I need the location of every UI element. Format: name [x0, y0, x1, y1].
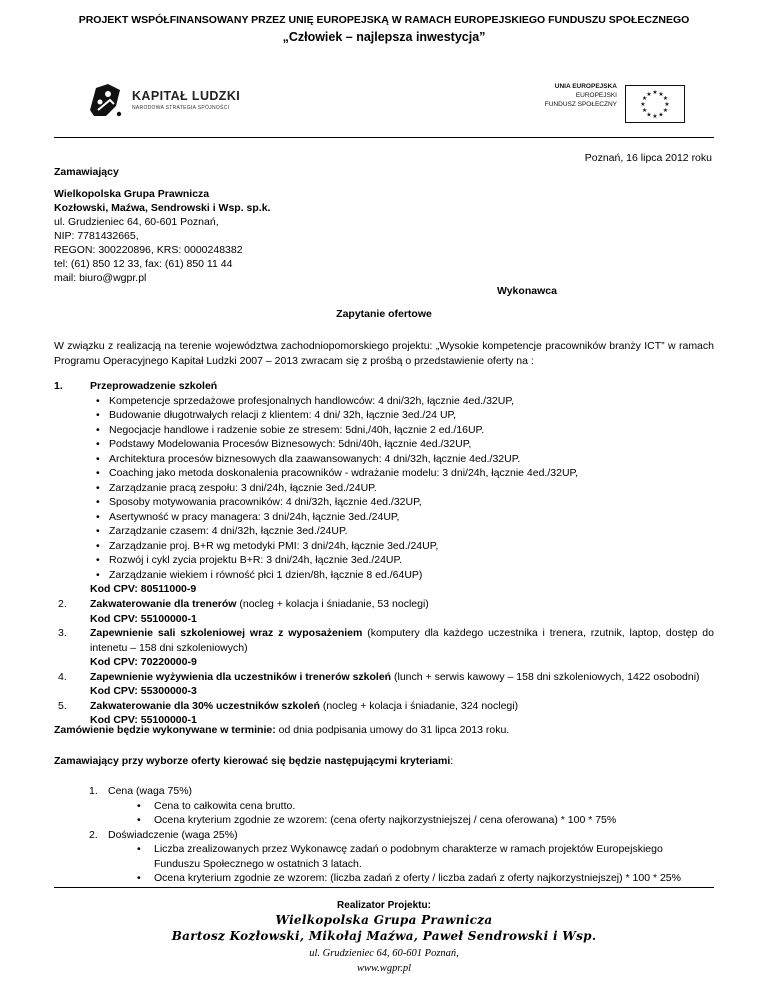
header-cofinancing-line: PROJEKT WSPÓŁFINANSOWANY PRZEZ UNIĘ EUROPEJSKĄ W RAMACH EUROPEJSKIEGO FUNDUSZU SPOŁECZNEGO: [78, 14, 690, 26]
list-item: [54, 699, 714, 714]
header-divider: [54, 137, 714, 138]
item-number: 2.: [58, 597, 67, 610]
item-title: Zakwaterowanie dla trenerów: [90, 597, 237, 610]
eu-logo-line1: UNIA EUROPEJSKA: [554, 83, 617, 90]
list-item: [54, 626, 714, 655]
item-number: 3.: [58, 627, 67, 640]
criteria-label: Zamawiający przy wyborze oferty kierować się będzie następującymi kryteriami: [54, 755, 451, 767]
footer-company: Wielkopolska Grupa Prawnicza: [275, 913, 493, 927]
training-item: • Negocjacje handlowe i radzenie sobie ze stresem: 5dni,/40h, łącznie 2 ed./16UP.: [54, 423, 714, 438]
buyer-name-2: Kozłowski, Maźwa, Sendrowski i Wsp. sp.k.: [54, 202, 271, 215]
list-item: [54, 379, 714, 394]
eu-star-icon: ★: [664, 102, 670, 109]
eu-logo-line3: FUNDUSZ SPOŁECZNY: [544, 100, 617, 108]
eu-logo-line2: EUROPEJSKI: [575, 91, 617, 99]
item-title: Zapewnienie sali szkoleniowej wraz z wyposażeniem: [90, 627, 363, 640]
training-item: • Coaching jako metoda doskonalenia pracowników - wdrażanie modelu: 3 dni/24h, łącznie 4ed./32UP,: [54, 466, 714, 481]
criteria-bullet: • Ocena kryterium zgodnie ze wzorem: (cena oferty najkorzystniejszej / cena oferowana) * 100 * 75%: [54, 813, 714, 828]
eu-star-icon: ★: [641, 96, 648, 103]
criteria-list: [54, 784, 714, 886]
criteria-bullet-continuation: Funduszu Społecznego w ostatnich 3 latach.: [154, 857, 362, 870]
eu-star-icon: ★: [658, 91, 664, 98]
header-slogan: „Człowiek – najlepsza inwestycja”: [282, 30, 486, 44]
term-label: Zamówienie będzie wykonywane w terminie:: [54, 724, 276, 736]
eu-star-icon: ★: [646, 91, 652, 98]
training-item: • Kompetencje sprzedażowe profesjonalnych handlowców: 4 dni/32h, łącznie 4ed./32UP,: [54, 394, 714, 409]
training-item: • Architektura procesów biznesowych dla zaawansowanych: 4 dni/32h, łącznie 4ed./32UP.: [54, 452, 714, 467]
cpv-code: Kod CPV: 55300000-3: [90, 685, 197, 698]
kapital-ludzki-logo: [86, 80, 266, 120]
training-item: • Budowanie długotrwałych relacji z klientem: 4 dni/ 32h, łącznie 3ed./24 UP,: [54, 408, 714, 423]
eu-star-icon: ★: [641, 108, 648, 115]
item-detail: (komputery dla każdego uczestnika i trenera, rzutnik, laptop, dostęp do intenetu – 158 dni szkoleniowych): [90, 627, 714, 654]
training-item: • Podstawy Modelowania Procesów Biznesowych: 5dni/40h, łącznie 4ed./32UP,: [54, 437, 714, 452]
document-title: Zapytanie ofertowe: [336, 308, 432, 320]
eu-star-icon: ★: [652, 114, 658, 121]
criteria-title: Cena (waga 75%): [108, 785, 193, 797]
kapital-ludzki-emblem-icon: [86, 80, 124, 120]
criteria-title: Doświadczenie (waga 25%): [108, 828, 238, 841]
intro-paragraph: W związku z realizacją na terenie województwa zachodniopomorskiego projektu: „Wysokie kompetencje pracowników branży ICT” w ramach Programu Operacyjnego Kapitał Ludzki 2007 – 2013 zwracam się z prośbą o przedstawienie oferty na :: [54, 340, 714, 367]
order-items-list: [54, 379, 714, 728]
document-date: Poznań, 16 lipca 2012 roku: [584, 152, 712, 164]
list-item: [54, 597, 714, 612]
cpv-code: Kod CPV: 55100000-1: [90, 612, 197, 625]
eu-star-icon: ★: [662, 108, 669, 115]
eu-star-icon: ★: [652, 90, 658, 97]
item-number: 5.: [58, 699, 67, 712]
eu-star-icon: ★: [646, 112, 652, 119]
criteria-number: 2.: [89, 828, 98, 841]
footer-label: Realizator Projektu:: [337, 900, 431, 911]
item-title: Zakwaterowanie dla 30% uczestników szkoleń: [90, 699, 320, 712]
training-item: • Sposoby motywowania pracowników: 4 dni/32h, łącznie 4ed./32UP,: [54, 495, 714, 510]
buyer-phone: tel: (61) 850 12 33, fax: (61) 850 11 44: [54, 258, 233, 271]
cpv-code: Kod CPV: 80511000-9: [90, 583, 197, 596]
term-value: od dnia podpisania umowy do 31 lipca 2013 roku.: [275, 724, 510, 736]
item-detail: (lunch + serwis kawowy – 158 dni szkoleniowych, 1422 osobodni): [391, 670, 700, 683]
cpv-code: Kod CPV: 55100000-1: [90, 714, 197, 727]
item-number: 4.: [58, 670, 67, 683]
eu-logo-text: [545, 83, 617, 109]
kapital-ludzki-title: KAPITAŁ LUDZKI: [132, 89, 241, 103]
criteria-item: [54, 784, 714, 799]
buyer-address: ul. Grudzieniec 64, 60-601 Poznań,: [54, 216, 219, 229]
buyer-nip: NIP: 7781432665,: [54, 230, 139, 243]
buyer-regon: REGON: 300220896, KRS: 0000248382: [54, 244, 243, 257]
kapital-ludzki-subtitle: NARODOWA STRATEGIA SPÓJNOŚCI: [132, 105, 230, 111]
training-item: • Rozwój i cykl zycia projektu B+R: 3 dni/24h, łącznie 3ed./24UP.: [54, 553, 714, 568]
item-detail: (nocleg + kolacja i śniadanie, 324 noclegi): [319, 699, 519, 712]
criteria-bullet: • Cena to całkowita cena brutto.: [54, 799, 714, 814]
training-item: • Zarządzanie czasem: 4 dni/32h, łącznie 3ed./24UP.: [54, 524, 714, 539]
training-item: • Asertywność w pracy managera: 3 dni/24h, łącznie 3ed./24UP,: [54, 510, 714, 525]
eu-star-icon: ★: [662, 96, 669, 103]
criteria-heading: [54, 755, 453, 769]
item-title: Przeprowadzenie szkoleń: [90, 380, 218, 392]
criteria-bullet: • Ocena kryterium zgodnie ze wzorem: (liczba zadań z oferty / liczba zadań z oferty najkorzystniejszej) * 100 * 25%: [54, 871, 714, 886]
eu-star-icon: ★: [640, 102, 646, 109]
criteria-number: 1.: [89, 785, 98, 797]
buyer-block: [54, 187, 270, 285]
criteria-colon: :: [450, 755, 454, 767]
item-title: Zapewnienie wyżywienia dla uczestników i trenerów szkoleń: [90, 670, 392, 683]
item-number: 1.: [54, 380, 63, 392]
footer-partners: Bartosz Kozłowski, Mikołaj Maźwa, Paweł Sendrowski i Wsp.: [171, 929, 597, 943]
footer-divider: [54, 887, 714, 888]
item-detail: (nocleg + kolacja i śniadanie, 53 noclegi): [236, 597, 429, 610]
training-item: • Zarządzanie wiekiem i równość płci 1 dzien/8h, łącznie 8 ed./64UP): [54, 568, 714, 583]
criteria-bullet: • Liczba zrealizowanych przez Wykonawcę zadań o podobnym charakterze w ramach projektów Europejskiego: [54, 842, 714, 857]
training-item: • Zarządzanie pracą zespołu: 3 dni/24h, łącznie 3ed./24UP.: [54, 481, 714, 496]
buyer-name-1: Wielkopolska Grupa Prawnicza: [54, 188, 210, 200]
buyer-label: Zamawiający: [54, 166, 119, 178]
training-item: • Zarządzanie proj. B+R wg metodyki PMI: 3 dni/24h, łącznie 3ed./24UP,: [54, 539, 714, 554]
footer-website: www.wgpr.pl: [356, 963, 412, 974]
eu-flag-icon: [625, 85, 685, 123]
eu-logo: [540, 83, 685, 123]
contractor-label: Wykonawca: [497, 285, 557, 297]
cpv-code: Kod CPV: 70220000-9: [90, 656, 197, 669]
criteria-item: [54, 828, 714, 843]
footer-address: ul. Grudzieniec 64, 60-601 Poznań,: [309, 948, 459, 959]
term-paragraph: [54, 724, 509, 738]
eu-star-icon: ★: [658, 112, 664, 119]
buyer-mail: mail: biuro@wgpr.pl: [54, 272, 147, 285]
list-item: [54, 670, 714, 685]
